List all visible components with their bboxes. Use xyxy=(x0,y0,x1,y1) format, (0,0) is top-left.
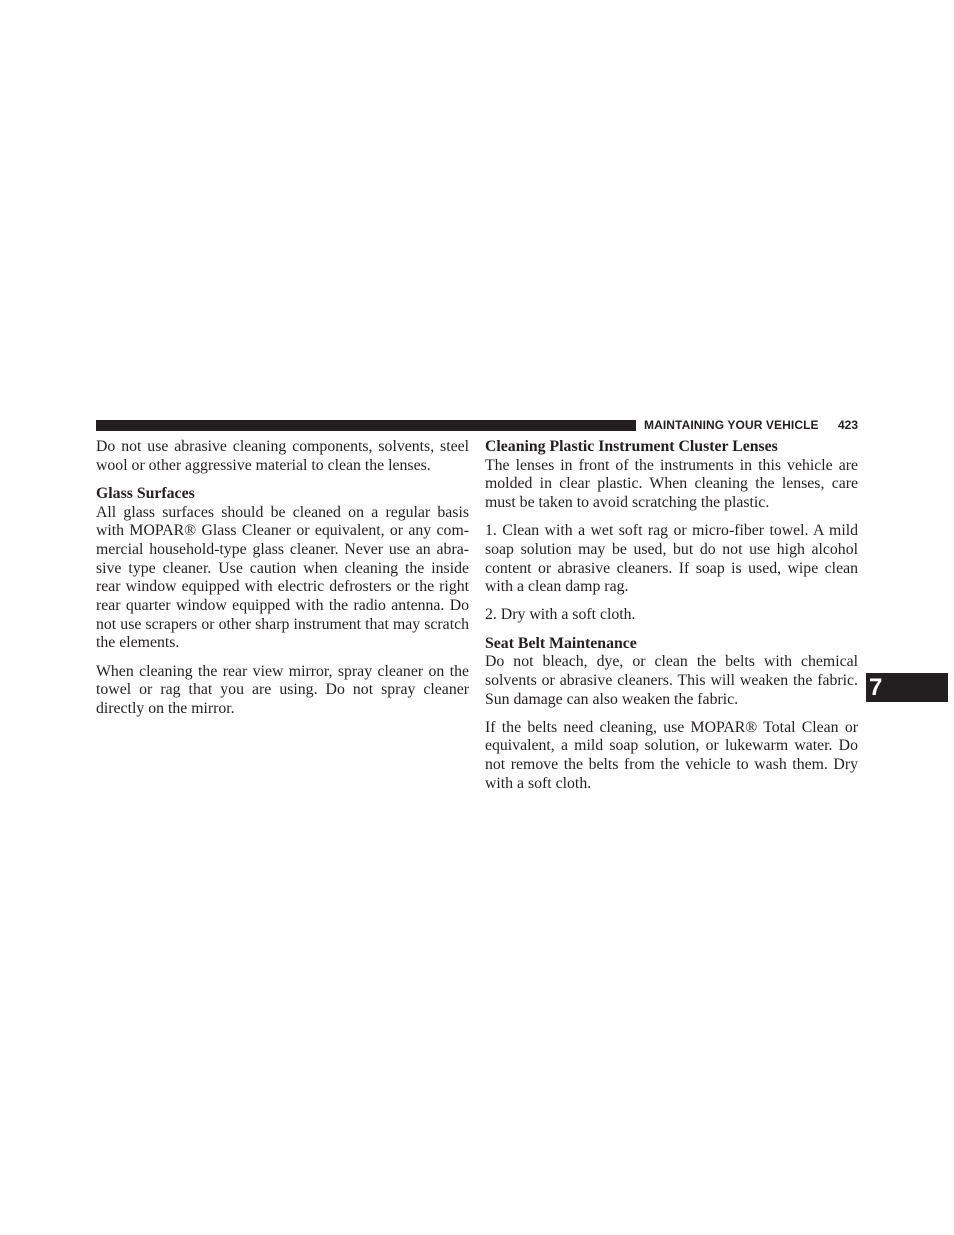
chapter-tab: 7 xyxy=(866,673,948,702)
mirror-cleaning-paragraph: When cleaning the rear view mirror, spray cleaner on the towel or rag that you are using. Do not spray cleaner directly on the mirror. xyxy=(96,662,469,717)
glass-surfaces-paragraph: All glass surfaces should be cleaned on a regular basis with MOPAR® Glass Cleaner or equivalent, or any com-mercial household-type glass cleaner. Never use an abra-sive type cleaner. Use caution when cleaning the inside rear window equipped with electric defrosters or the right rear quarter window equipped with the radio antenna. Do not use scrapers or other sharp instrument that may scratch the elements. xyxy=(96,503,469,652)
seat-belt-heading: Seat Belt Maintenance xyxy=(485,634,637,652)
cleaning-step-2: 2. Dry with a soft cloth. xyxy=(485,606,636,624)
seat-belt-paragraph-1: Do not bleach, dye, or clean the belts with chemical solvents or abrasive cleaners. This will weaken the fabric. Sun damage can also weaken the fabric. xyxy=(485,653,858,708)
glass-surfaces-heading: Glass Surfaces xyxy=(96,484,195,502)
lens-caution-paragraph: Do not use abrasive cleaning components, solvents, steel wool or other aggressive material to clean the lenses. xyxy=(96,438,469,474)
running-header-section: MAINTAINING YOUR VEHICLE xyxy=(644,418,819,432)
cleaning-step-1: 1. Clean with a wet soft rag or micro-fiber towel. A mild soap solution may be used, but do not use high alcohol content or abrasive cleaners. If soap is used, wipe clean with a clean damp rag. xyxy=(485,522,858,596)
header-rule xyxy=(96,420,636,431)
seat-belt-paragraph-2: If the belts need cleaning, use MOPAR® Total Clean or equivalent, a mild soap solution, or lukewarm water. Do not remove the belts from the vehicle to wash them. Dry with a soft cloth. xyxy=(485,718,858,792)
cluster-lenses-heading: Cleaning Plastic Instrument Cluster Lenses xyxy=(485,438,778,455)
left-column xyxy=(96,438,469,728)
page-number: 423 xyxy=(838,418,859,432)
right-column xyxy=(485,438,858,803)
cluster-lenses-paragraph: The lenses in front of the instruments in this vehicle are molded in clear plastic. When cleaning the lenses, care must be taken to avoid scratching the plastic. xyxy=(485,456,858,512)
